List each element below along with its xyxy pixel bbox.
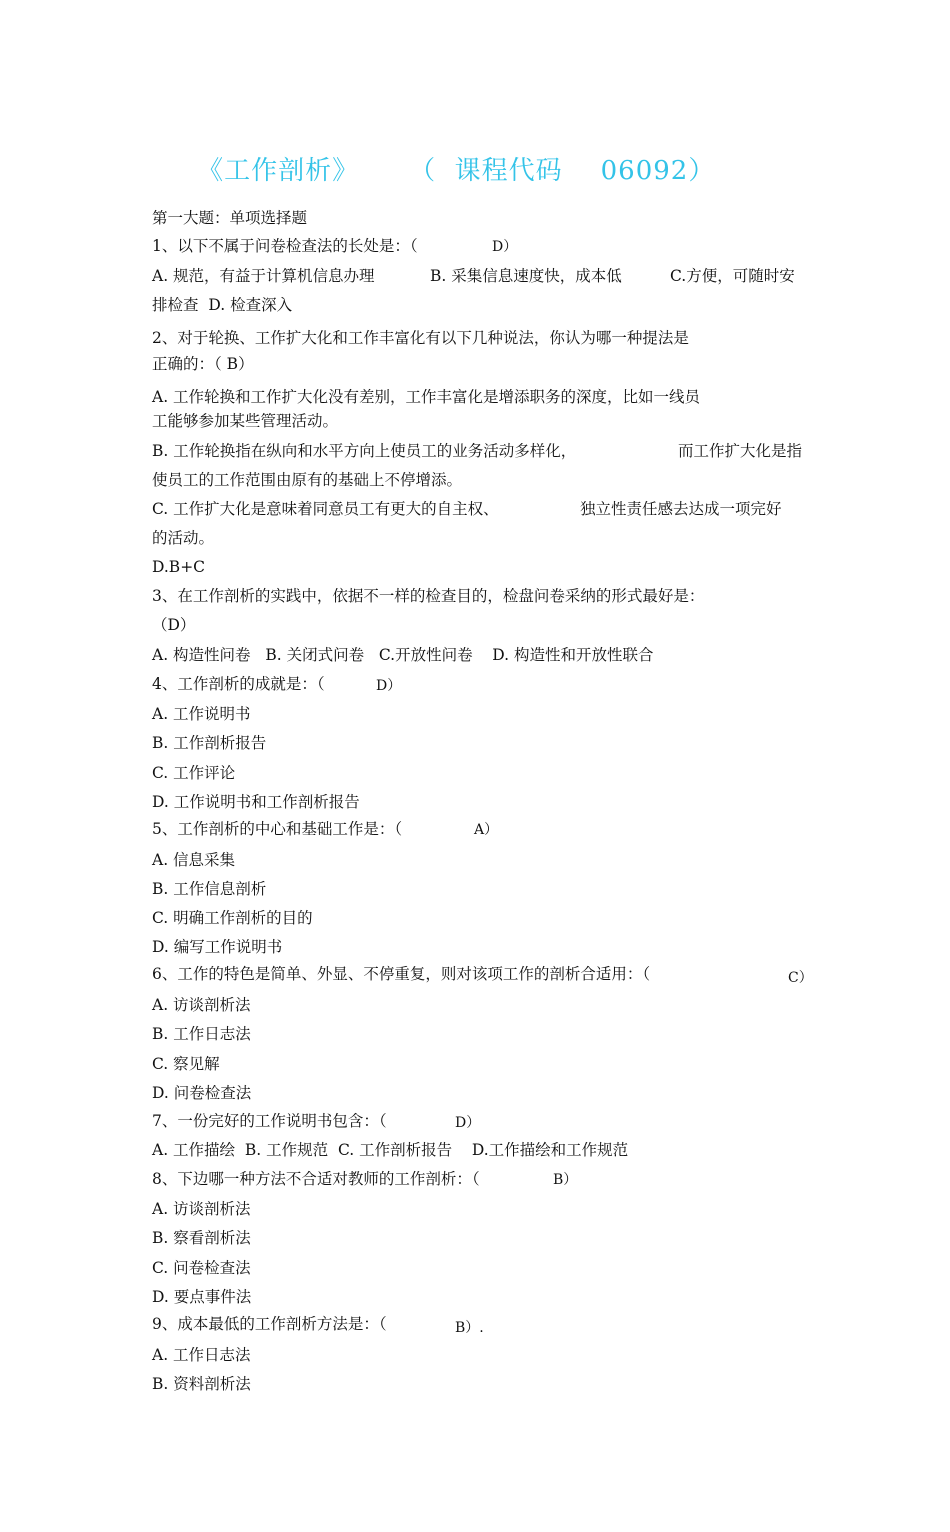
q1-option-line2: 排检查 D. 检查深入: [152, 296, 293, 314]
q1-option-a: A. 规范，有益于计算机信息办理: [152, 267, 375, 285]
q4-option-a: A. 工作说明书: [152, 705, 251, 723]
q1-stem: 1、以下不属于问卷检查法的长处是：（: [152, 237, 418, 255]
q8-option-a: A. 访谈剖析法: [152, 1200, 251, 1218]
q5-option-d: D. 编写工作说明书: [152, 938, 283, 956]
q2-option-c-line1b: 独立性责任感去达成一项完好: [580, 500, 782, 518]
q8-option-b: B. 察看剖析法: [152, 1229, 251, 1247]
q2-stem-line1: 2、对于轮换、工作扩大化和工作丰富化有以下几种说法，你认为哪一种提法是: [152, 329, 689, 347]
q9-stem: 9、成本最低的工作剖析方法是：（: [152, 1315, 387, 1333]
q2-option-c-line1a: C. 工作扩大化是意味着同意员工有更大的自主权、: [152, 500, 499, 518]
q1-option-c: C.方便，可随时安: [670, 267, 795, 285]
q4-stem: 4、工作剖析的成就是：（: [152, 675, 325, 693]
q4-option-c: C. 工作评论: [152, 764, 236, 782]
q5-stem: 5、工作剖析的中心和基础工作是：（: [152, 820, 403, 838]
q6-option-c: C. 察见解: [152, 1055, 220, 1073]
title-course-code: 06092）: [600, 156, 716, 186]
q6-stem: 6、工作的特色是简单、外显、不停重复，则对该项工作的剖析合适用：（: [152, 965, 651, 983]
q6-option-a: A. 访谈剖析法: [152, 996, 251, 1014]
q2-option-b-line1b: 而工作扩大化是指: [678, 442, 803, 460]
q3-options: A. 构造性问卷 B. 关闭式问卷 C.开放性问卷 D. 构造性和开放性联合: [152, 646, 654, 664]
q2-option-d: D.B+C: [152, 558, 206, 576]
q8-stem: 8、下边哪一种方法不合适对教师的工作剖析：（: [152, 1170, 480, 1188]
q8-option-d: D. 要点事件法: [152, 1288, 252, 1306]
q2-stem-line2: 正确的：（ B）: [152, 355, 254, 373]
q8-option-c: C. 问卷检查法: [152, 1259, 251, 1277]
document-title: [160, 120, 715, 217]
q7-answer: D）: [455, 1115, 481, 1131]
q5-option-a: A. 信息采集: [152, 851, 236, 869]
section-heading: 第一大题：单项选择题: [152, 209, 308, 227]
q1-answer: D）: [492, 239, 518, 255]
q6-answer: C）: [788, 970, 813, 986]
q7-options: A. 工作描绘 B. 工作规范 C. 工作剖析报告 D.工作描绘和工作规范: [152, 1141, 629, 1159]
q2-option-b-line2: 使员工的工作范围由原有的基础上不停增添。: [152, 471, 463, 489]
q2-option-b-line1a: B. 工作轮换指在纵向和水平方向上使员工的业务活动多样化，: [152, 442, 577, 460]
title-course-code-label: （ 课程代码: [409, 156, 563, 186]
q2-option-a-line1: A. 工作轮换和工作扩大化没有差别，工作丰富化是增添职务的深度，比如一线员: [152, 388, 701, 406]
title-course-name: 《工作剖析》: [197, 156, 360, 186]
q2-option-c-line2: 的活动。: [152, 529, 215, 547]
q6-option-b: B. 工作日志法: [152, 1025, 251, 1043]
q4-option-d: D. 工作说明书和工作剖析报告: [152, 793, 360, 811]
q4-answer: D）: [376, 678, 402, 694]
q8-answer: B）: [553, 1172, 578, 1188]
q3-stem-line1: 3、在工作剖析的实践中，依据不一样的检查目的，检盘问卷采纳的形式最好是：: [152, 587, 705, 605]
q5-option-b: B. 工作信息剖析: [152, 880, 267, 898]
q9-answer: B）.: [455, 1320, 484, 1336]
q1-option-b: B. 采集信息速度快，成本低: [430, 267, 622, 285]
q5-option-c: C. 明确工作剖析的目的: [152, 909, 313, 927]
q7-stem: 7、一份完好的工作说明书包含：（: [152, 1112, 387, 1130]
q5-answer: A）: [474, 822, 499, 838]
q3-stem-line2: （D）: [152, 616, 196, 634]
q6-option-d: D. 问卷检查法: [152, 1084, 252, 1102]
q9-option-b: B. 资料剖析法: [152, 1375, 251, 1393]
q2-option-a-line2: 工能够参加某些管理活动。: [152, 412, 339, 430]
q4-option-b: B. 工作剖析报告: [152, 734, 267, 752]
q9-option-a: A. 工作日志法: [152, 1346, 251, 1364]
